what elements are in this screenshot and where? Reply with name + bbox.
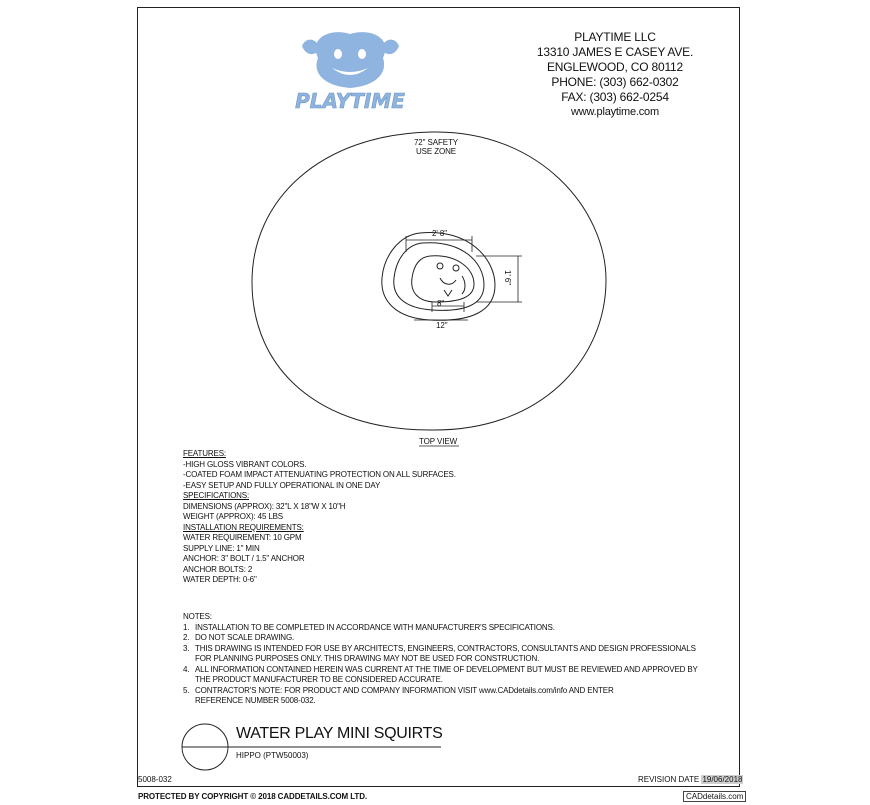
installation-item: ANCHOR BOLTS: 2 [183,564,253,574]
reference-number: 5008-032 [138,775,172,784]
revision-label: REVISION DATE [638,775,700,784]
note-item: 1. INSTALLATION TO BE COMPLETED IN ACCORDANCE WITH MANUFACTURER'S SPECIFICATIONS. [183,622,555,632]
note-item: 3. THIS DRAWING IS INTENDED FOR USE BY ARCHITECTS, ENGINEERS, CONTRACTORS, CONSULTANTS AND DESIGN PROFESSIONALS FOR PLANNING PURPOSES ONLY. THIS DRAWING MAY NOT BE USED FOR CONSTRUCTION. [183,643,696,663]
drawing-subtitle: HIPPO (PTW50003) [236,751,309,760]
feature-item: -COATED FOAM IMPACT ATTENUATING PROTECTION ON ALL SURFACES. [183,470,456,479]
feature-item: -EASY SETUP AND FULLY OPERATIONAL IN ONE DAY [183,480,381,490]
safety-zone-label: 72" SAFETY USE ZONE [413,138,459,156]
specifications-block [183,449,723,586]
specifications-heading: SPECIFICATIONS: [183,491,250,500]
specification-item: DIMENSIONS (APPROX): 32"L X 18"W X 10"H [183,501,346,511]
installation-item: WATER DEPTH: 0-6" [183,575,257,584]
company-address-line2: ENGLEWOOD, CO 80112 [546,60,684,74]
installation-item: SUPPLY LINE: 1" MIN [183,543,260,553]
company-fax: FAX: (303) 662-0254 [561,90,669,104]
hippo-body-outline [412,256,474,302]
revision-date-block [638,775,743,784]
note-item: 2. DO NOT SCALE DRAWING. [183,633,295,642]
hippo-face-icon [437,263,465,296]
features-heading: FEATURES: [183,449,226,458]
company-name: PLAYTIME LLC [574,30,656,44]
notes-block [183,612,723,707]
logo-wordmark: PLAYTIME [295,89,405,113]
copyright-notice: PROTECTED BY COPYRIGHT © 2018 CADDETAILS.COM LTD. [138,792,368,801]
installation-heading: INSTALLATION REQUIREMENTS: [183,522,304,532]
view-label: TOP VIEW [419,437,458,446]
dimension-side-label: 1' 6" [503,270,512,285]
dimension-outer-label: 12" [436,321,448,330]
title-block-symbol [180,722,240,772]
drawing-title: WATER PLAY MINI SQUIRTS [236,725,443,742]
installation-item: ANCHOR: 3" BOLT / 1.5" ANCHOR [183,554,305,563]
specification-item: WEIGHT (APPROX): 45 LBS [183,512,283,521]
notes-heading: NOTES: [183,612,212,621]
company-website: www.playtime.com [571,106,659,118]
revision-date: 19/06/2018 [702,775,743,784]
company-phone: PHONE: (303) 662-0302 [551,75,679,89]
feature-item: -HIGH GLOSS VIBRANT COLORS. [183,459,307,469]
dimension-inner-label: 8" [437,299,445,308]
title-underline [236,746,441,748]
note-item: 4. ALL INFORMATION CONTAINED HEREIN WAS CURRENT AT THE TIME OF DEVELOPMENT BUT MUST BE REVIEWED AND APPROVED BY THE PRODUCT MANUFACTURER TO BE CONSIDERED ACCURATE. [183,664,698,684]
cad-details-badge[interactable]: CADdetails.com [683,791,746,802]
company-address-line1: 13310 JAMES E CASEY AVE. [536,45,694,59]
dimension-top-label: 2' 8" [432,229,447,238]
safety-use-zone-outline [252,132,606,430]
installation-item: WATER REQUIREMENT: 10 GPM [183,533,302,542]
note-item: 5. CONTRACTOR'S NOTE: FOR PRODUCT AND COMPANY INFORMATION VISIT www.CADdetails.com/info AND ENTER REFERENCE NUMBER 5008-032. [183,685,614,705]
